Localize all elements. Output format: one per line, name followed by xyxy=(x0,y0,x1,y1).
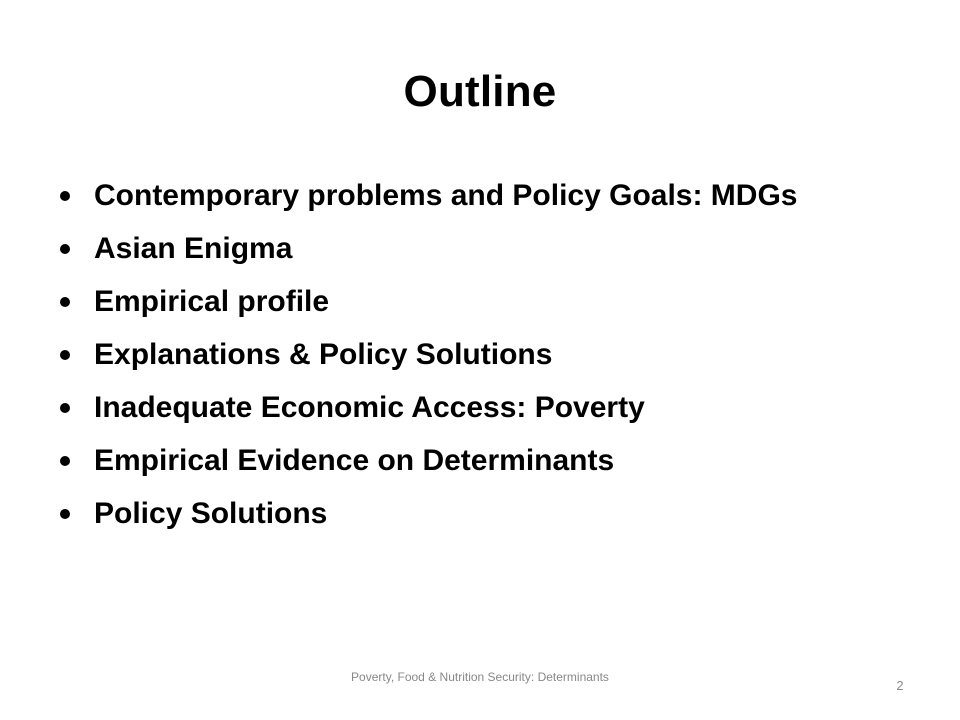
bullet-text: Contemporary problems and Policy Goals: MDGs xyxy=(94,179,798,212)
bullet-item xyxy=(58,388,858,427)
bullet-icon xyxy=(60,456,70,466)
bullet-icon xyxy=(60,297,70,307)
bullet-list xyxy=(58,176,858,547)
bullet-icon xyxy=(60,191,70,201)
bullet-item xyxy=(58,229,858,268)
slide-number: 2 xyxy=(896,678,904,693)
slide-footer: Poverty, Food & Nutrition Security: Determinants xyxy=(351,670,609,684)
bullet-item xyxy=(58,282,858,321)
bullet-item xyxy=(58,441,858,480)
bullet-text: Explanations & Policy Solutions xyxy=(94,338,553,371)
bullet-text: Policy Solutions xyxy=(94,497,328,530)
bullet-text: Inadequate Economic Access: Poverty xyxy=(94,391,645,424)
bullet-text: Empirical profile xyxy=(94,285,330,318)
bullet-icon xyxy=(60,403,70,413)
bullet-item xyxy=(58,494,858,533)
bullet-item xyxy=(58,176,858,215)
bullet-text: Empirical Evidence on Determinants xyxy=(94,444,615,477)
bullet-item xyxy=(58,335,858,374)
slide-title: Outline xyxy=(403,67,557,116)
bullet-icon xyxy=(60,350,70,360)
bullet-text: Asian Enigma xyxy=(94,232,293,265)
bullet-icon xyxy=(60,244,70,254)
bullet-icon xyxy=(60,509,70,519)
